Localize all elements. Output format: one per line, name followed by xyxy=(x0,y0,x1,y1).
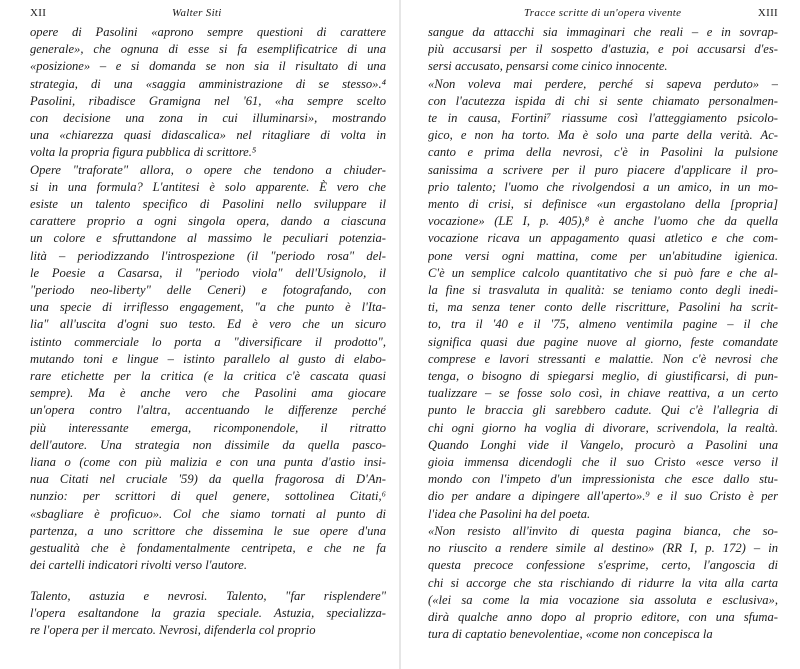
text-line: le Poesie a Casarsa, il "periodo viola" dell'Usignolo, il xyxy=(30,265,386,280)
text-line: «posizione» – e si domanda se non sia il risultato di una xyxy=(30,59,386,74)
text-line: canto e prima della nevrosi, c'è in Pasolini la pulsione xyxy=(428,145,778,160)
text-line: lia" all'uscita d'ogni suo testo. Ed è vero che un sicuro xyxy=(30,317,386,332)
text-line: questa precoce confessione s'esprime, certo, l'angoscia di xyxy=(428,558,778,573)
text-line: tualizzare – se fosse solo così, in chiave reattiva, a un certo xyxy=(428,386,778,401)
text-line: carattere proprio a ogni singola opera, dando a ciascuna xyxy=(30,214,386,229)
text-line: nua Citati nel cruciale '59) da quella fragorosa di D'An- xyxy=(30,472,386,487)
text-line: "periodo neo-liberty" delle Ceneri) e fotografando, con xyxy=(30,283,386,298)
text-line: una «chiarezza quasi didascalica» nel ritagliare di volta in xyxy=(30,128,386,143)
text-line: ti, ma senza tener conto delle riscritture, Pasolini ha scrit- xyxy=(428,300,778,315)
text-line: con decisione una zona in cui illuminarsi», mostrando xyxy=(30,111,386,126)
right-page-text xyxy=(428,24,778,643)
text-line: più accusarsi per il sospetto d'astuzia, e poi accusarsi d'es- xyxy=(428,42,778,57)
text-line: opere di Pasolini «aprono sempre questioni di carattere xyxy=(30,25,386,39)
text-line: pone versi ogni mattina, come per un'abitudine igienica. xyxy=(428,248,778,263)
text-line: «sbagliare è proficuo». Col che siamo tornati al punto di xyxy=(30,506,386,521)
left-running-title: Walter Siti xyxy=(172,7,222,19)
text-line: partenza, a uno scrittore che dissemina le sue opere d'una xyxy=(30,523,386,538)
right-page xyxy=(400,0,800,669)
text-line: sempre). Ma è anche vero che Pasolini ama giocare xyxy=(30,386,386,401)
text-line: Quando Longhi vide il Vangelo, procurò a Pasolini una xyxy=(428,437,778,452)
left-running-head xyxy=(30,0,386,24)
text-line: gico, e non ha torto. Ma è solo una parte della verità. Ac- xyxy=(428,128,778,143)
text-line: istinto commerciale lo porta a "diversificare il prodotto", xyxy=(30,334,386,349)
text-line: lità – periodizzando l'introspezione (il "periodo rosa" del- xyxy=(30,248,386,263)
text-line: Opere "traforate" allora, o opere che tendono a chiuder- xyxy=(30,162,386,177)
text-line: to, tra il '40 e il '75, almeno ventimila pagine – il che xyxy=(428,317,778,332)
text-line: Talento, astuzia e nevrosi. Talento, "far risplendere" xyxy=(30,588,386,603)
text-line: strategia, di una «saggia amministrazione di se stesso».⁴ xyxy=(30,76,386,91)
text-line: punto le braccia gli sarebbero cadute. Qui c'è l'allegria di xyxy=(428,403,778,418)
text-line: re l'opera per il mercato. Nevrosi, difenderla col proprio xyxy=(30,622,316,637)
right-running-title: Tracce scritte di un'opera vivente xyxy=(524,7,682,19)
text-line: chi ogni giorno ha voglia di divorare, scrivendola, la realtà. xyxy=(428,420,778,435)
text-line: gestualità che è fondamentalmente centripeta, e che ne fa xyxy=(30,541,386,556)
text-line: te in causa, Fortini⁷ riassume così l'atteggiamento psicolo- xyxy=(428,111,778,126)
text-line: nunzio: per scrittori di quel genere, sottolinea Citati,⁶ xyxy=(30,489,386,504)
text-line: significa quasi due pagine nuove al giorno, feste comandate xyxy=(428,334,778,349)
text-line: «Non voleva mai perdere, perché si sapeva perduto» – xyxy=(428,76,778,91)
text-line: Pasolini, ribadisce Gramigna nel '61, «ha sempre scelto xyxy=(30,93,386,108)
right-page-number: XIII xyxy=(757,7,778,19)
text-line: dirà qualche anno dopo al proprio editore, con una sfuma- xyxy=(428,609,778,624)
text-line: l'opera esaltandone la grazia speciale. Astuzia, specializza- xyxy=(30,605,386,620)
text-line: tura di captatio benevolentiae, «come non concepisca la xyxy=(428,627,713,642)
text-line: C'è un semplice calcolo quantitativo che si può fare e che al- xyxy=(428,265,778,280)
text-line: vocazione ricava un appagamento quasi atletico e che com- xyxy=(428,231,778,246)
text-line: vocazione» (LE I, p. 405),⁸ è anche l'uomo che da quella xyxy=(428,214,778,229)
text-line: più interessante emerga, ricomponendole, il ritratto xyxy=(30,420,386,435)
text-line: un colore e sfruttandone al massimo le peculiari potenzia- xyxy=(30,231,386,246)
text-line: l'idea che Pasolini ha del poeta. xyxy=(428,506,591,521)
text-line: «Non resisto all'invito di questa pagina bianca, che so- xyxy=(428,523,778,538)
text-line: dell'autore. Una strategia non dissimile da quella pasco- xyxy=(30,437,386,452)
text-line: una specie di irriflesso engagement, "a che punto è l'Ita- xyxy=(30,300,386,315)
text-line: si in una formula? L'antitesi è solo apparente. È vero che xyxy=(30,179,386,194)
text-line: comprese e lavori stressanti e malattie. Non c'è nevrosi che xyxy=(428,351,778,366)
paragraph-gap xyxy=(30,575,386,588)
text-line: rare etichette per la critica (e la critica c'è cascata quasi xyxy=(30,369,386,384)
text-line: dio per andare a dipingere all'aperto».⁹ e il suo Cristo è per xyxy=(428,489,778,504)
left-page-text xyxy=(30,24,386,639)
text-line: esiste un talento specifico di Pasolini nello sviluppare il xyxy=(30,197,386,212)
right-running-head xyxy=(428,0,778,24)
text-line: prio talento; l'uomo che rivolgendosi a un amico, in un mo- xyxy=(428,179,778,194)
text-line: la fine si trasvaluta in qualità: se teniamo conto degli inedi- xyxy=(428,283,778,298)
text-line: un'opera contro l'altra, accentuando le differenze perché xyxy=(30,403,386,418)
text-line: volta la propria figura pubblica di scrittore.⁵ xyxy=(30,145,257,160)
text-line: dei cartelli indicatori rivolti verso l'autore. xyxy=(30,558,247,573)
text-line: gioia immensa dicendogli che il suo Cristo «esce verso il xyxy=(428,455,778,470)
text-line: generale», che ognuna di esse si fa esemplificatrice di una xyxy=(30,42,386,57)
text-line: sersi accusato, pensarsi come cinico innocente. xyxy=(428,59,668,74)
text-line: mondo con l'impeto d'un impressionista che esce dallo stu- xyxy=(428,472,778,487)
text-line: con l'acutezza ispida di chi si sente chiamato personalmen- xyxy=(428,93,778,108)
text-line: («lei sa come la mia vocazione sia assoluta e esclusiva», xyxy=(428,592,778,607)
text-line: sanissima a scrivere per il puro piacere d'applicare il pro- xyxy=(428,162,778,177)
text-line: no riuscito a rendere simile al destino» (RR I, p. 172) – in xyxy=(428,541,778,556)
text-line: chi si accorge che sta rischiando di ridurre la vita alla carta xyxy=(428,575,778,590)
text-line: tenga, o bisogno di spiegarsi meglio, di giustificarsi, di pun- xyxy=(428,369,778,384)
text-line: liana o (come con più malizia e con una punta d'astio insi- xyxy=(30,455,386,470)
text-line: mento di crisi, si definisce «un ergastolano della [propria] xyxy=(428,197,778,212)
text-line: sangue da attacchi sia immaginari che reali – e in sovrap- xyxy=(428,25,778,39)
left-page-number: XII xyxy=(30,7,47,19)
text-line: mutando toni e lingue – istinto parallelo al gusto di elabo- xyxy=(30,351,386,366)
